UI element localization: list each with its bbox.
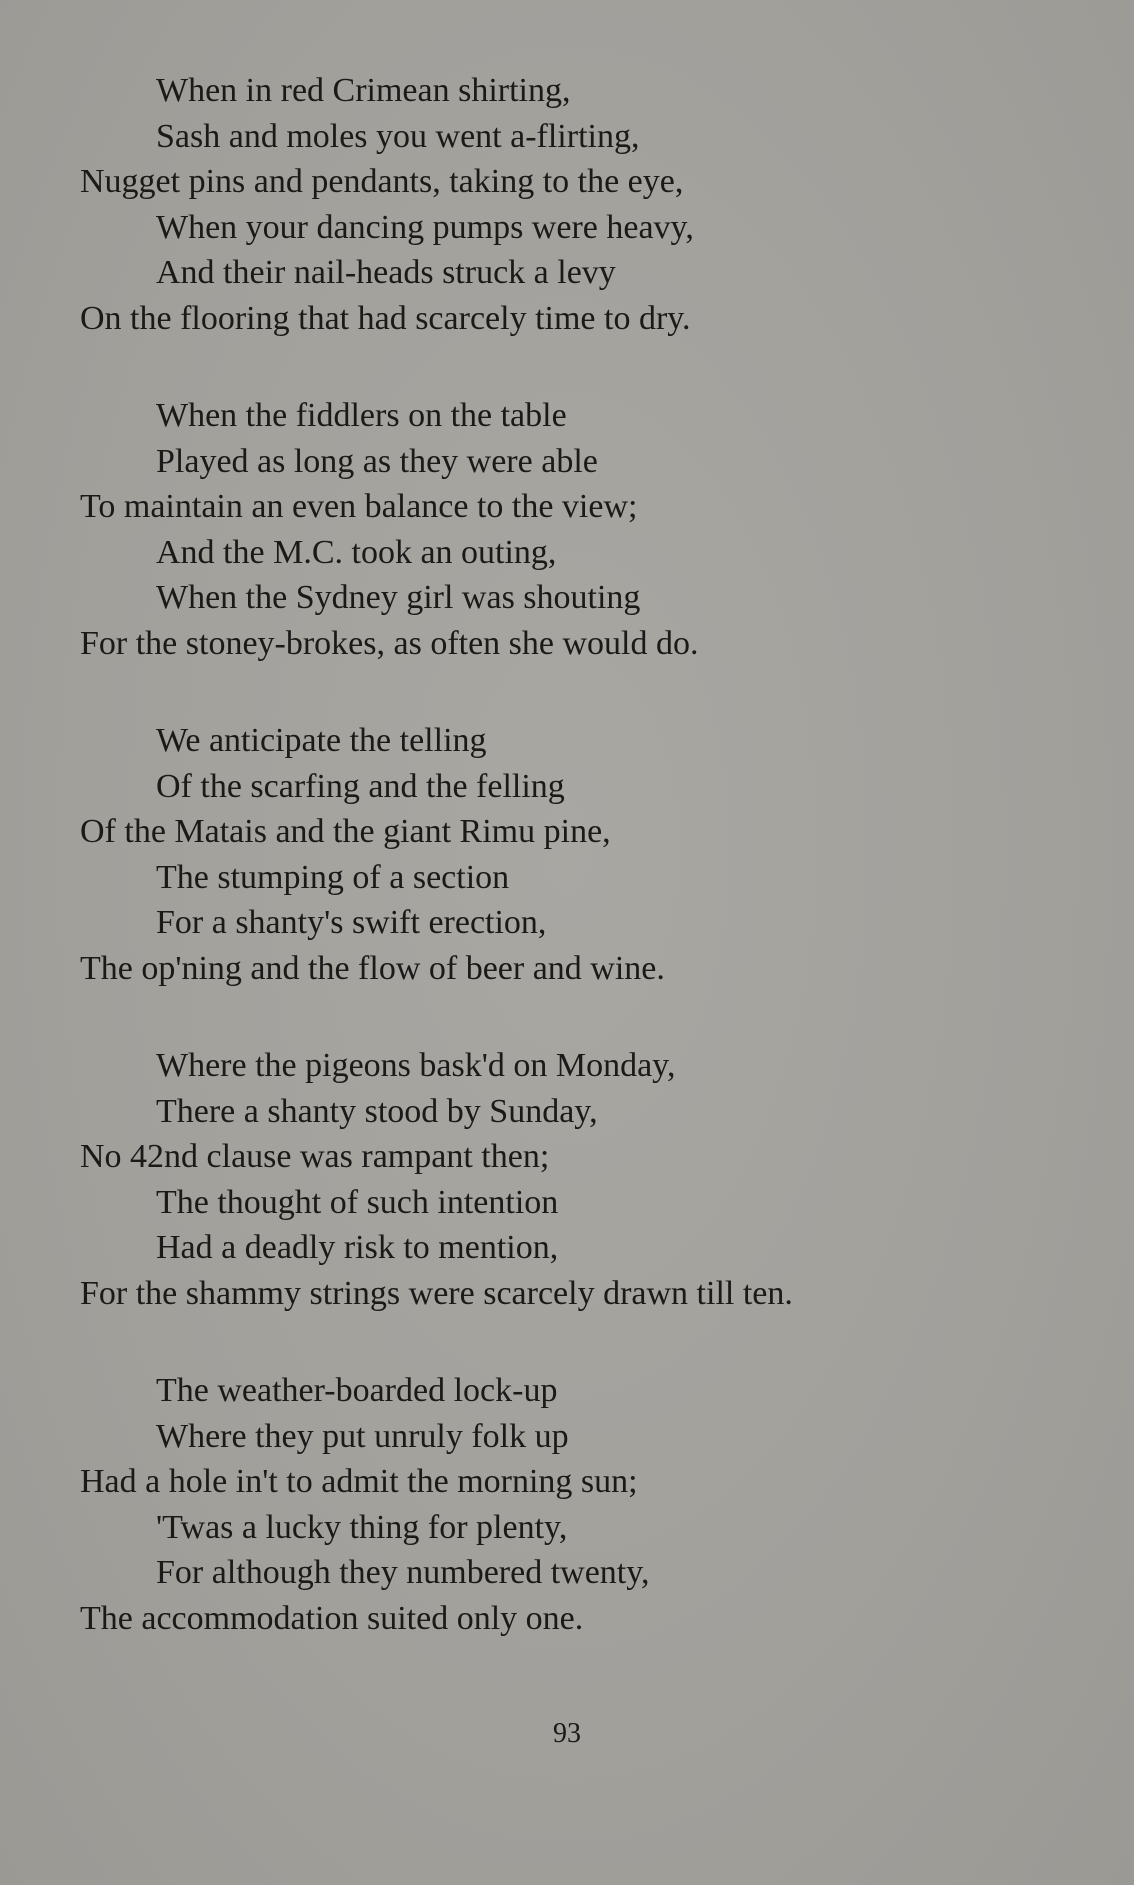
poem-line: When the Sydney girl was shouting	[156, 579, 641, 616]
poem-line: We anticipate the telling	[156, 722, 487, 759]
poem-line: And the M.C. took an outing,	[156, 533, 557, 571]
poem-line: When the fiddlers on the table	[156, 397, 567, 434]
stanza-1	[80, 68, 1080, 341]
poem	[80, 68, 1080, 1693]
poem-line: Had a deadly risk to mention,	[156, 1229, 559, 1266]
poem-line: The accommodation suited only one.	[80, 1599, 584, 1637]
poem-line: The weather-boarded lock-up	[156, 1372, 558, 1409]
stanza-2	[80, 393, 1080, 666]
poem-line: Of the scarfing and the felling	[156, 767, 565, 805]
poem-line: Played as long as they were able	[156, 442, 598, 480]
poem-line: Had a hole in't to admit the morning sun;	[80, 1463, 638, 1500]
poem-line: There a shanty stood by Sunday,	[156, 1092, 598, 1130]
stanza-4	[80, 1043, 1080, 1316]
poem-line: No 42nd clause was rampant then;	[80, 1138, 550, 1175]
poem-line: The op'ning and the flow of beer and wine.	[80, 949, 665, 987]
poem-line: 'Twas a lucky thing for plenty,	[156, 1508, 568, 1546]
poem-line: Where the pigeons bask'd on Monday,	[156, 1047, 676, 1084]
poem-line: On the flooring that had scarcely time to dry.	[80, 299, 691, 337]
poem-line: To maintain an even balance to the view;	[80, 488, 638, 525]
poem-line: When your dancing pumps were heavy,	[156, 208, 694, 246]
poem-line: And their nail-heads struck a levy	[156, 254, 616, 291]
poem-line: When in red Crimean shirting,	[156, 72, 571, 109]
poem-line: Of the Matais and the giant Rimu pine,	[80, 813, 611, 850]
poem-line: For although they numbered twenty,	[156, 1554, 650, 1591]
poem-line: Sash and moles you went a-flirting,	[156, 117, 640, 155]
poem-line: For a shanty's swift erection,	[156, 904, 547, 941]
stanza-5	[80, 1368, 1080, 1641]
poem-line: For the stoney-brokes, as often she would do.	[80, 624, 699, 662]
poem-line: Nugget pins and pendants, taking to the eye,	[80, 163, 684, 200]
poem-line: For the shammy strings were scarcely drawn till ten.	[80, 1274, 793, 1312]
page-number: 93	[553, 1718, 581, 1749]
poem-line: Where they put unruly folk up	[156, 1417, 569, 1455]
stanza-3	[80, 718, 1080, 991]
poem-line: The stumping of a section	[156, 858, 510, 896]
poem-line: The thought of such intention	[156, 1183, 559, 1221]
